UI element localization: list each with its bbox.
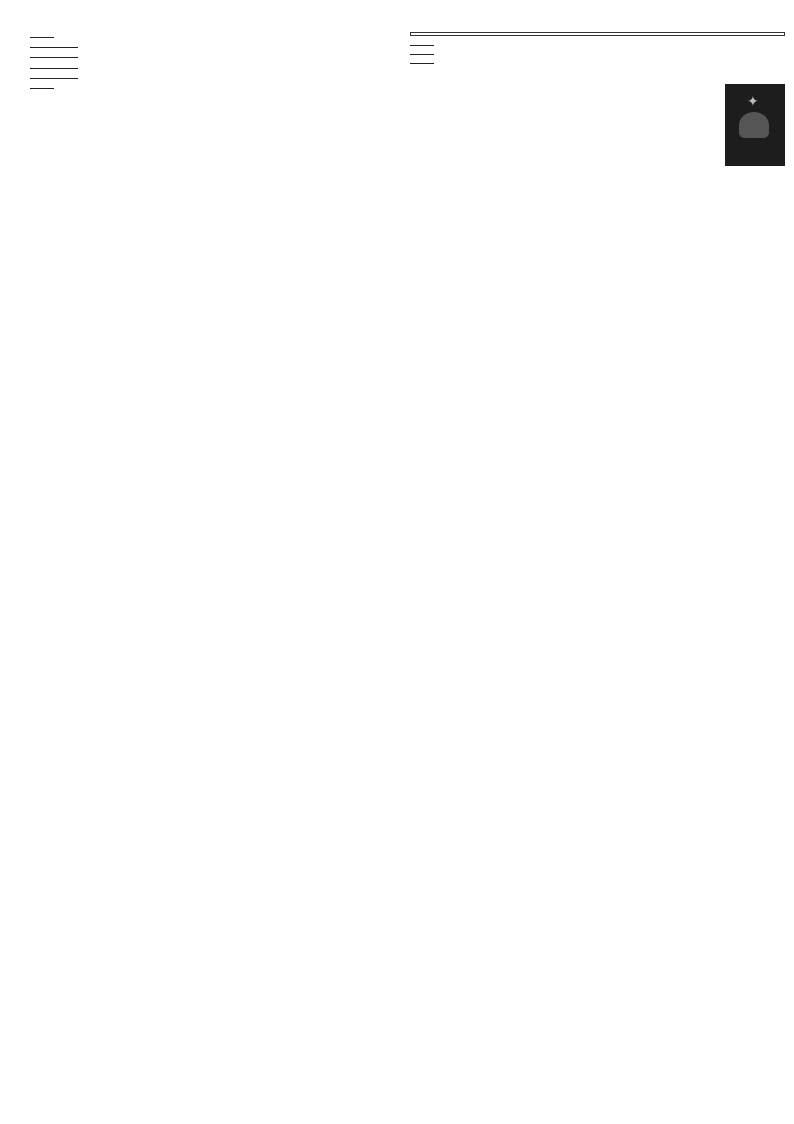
blank-35	[54, 57, 78, 58]
question-42	[410, 49, 785, 58]
blank-39	[54, 78, 78, 79]
question-41	[410, 40, 785, 49]
blank-32	[30, 47, 54, 48]
exam-page-3	[18, 30, 393, 93]
blank-34	[30, 57, 54, 58]
cloze-paragraph-7	[18, 83, 393, 92]
table-title	[411, 33, 785, 36]
cloze-paragraph-2	[18, 42, 393, 51]
cloze-paragraph-4	[18, 63, 393, 72]
blank-36	[30, 68, 54, 69]
blank-31	[30, 37, 54, 38]
question-43	[410, 58, 785, 67]
cloze-paragraph-1	[18, 32, 393, 41]
peter-pan-poster-image	[725, 84, 785, 166]
cloze-paragraph-5	[18, 73, 393, 82]
exam-page-4	[410, 30, 785, 167]
blank-38	[30, 78, 54, 79]
cloze-paragraph-3	[18, 52, 393, 61]
live-streaming-table	[410, 32, 785, 36]
blank-40	[30, 88, 54, 89]
passage-b	[410, 82, 785, 166]
star-icon: ✦	[747, 93, 759, 110]
blank-37	[54, 68, 78, 69]
figure-silhouette	[739, 112, 769, 138]
blank-33	[54, 47, 78, 48]
